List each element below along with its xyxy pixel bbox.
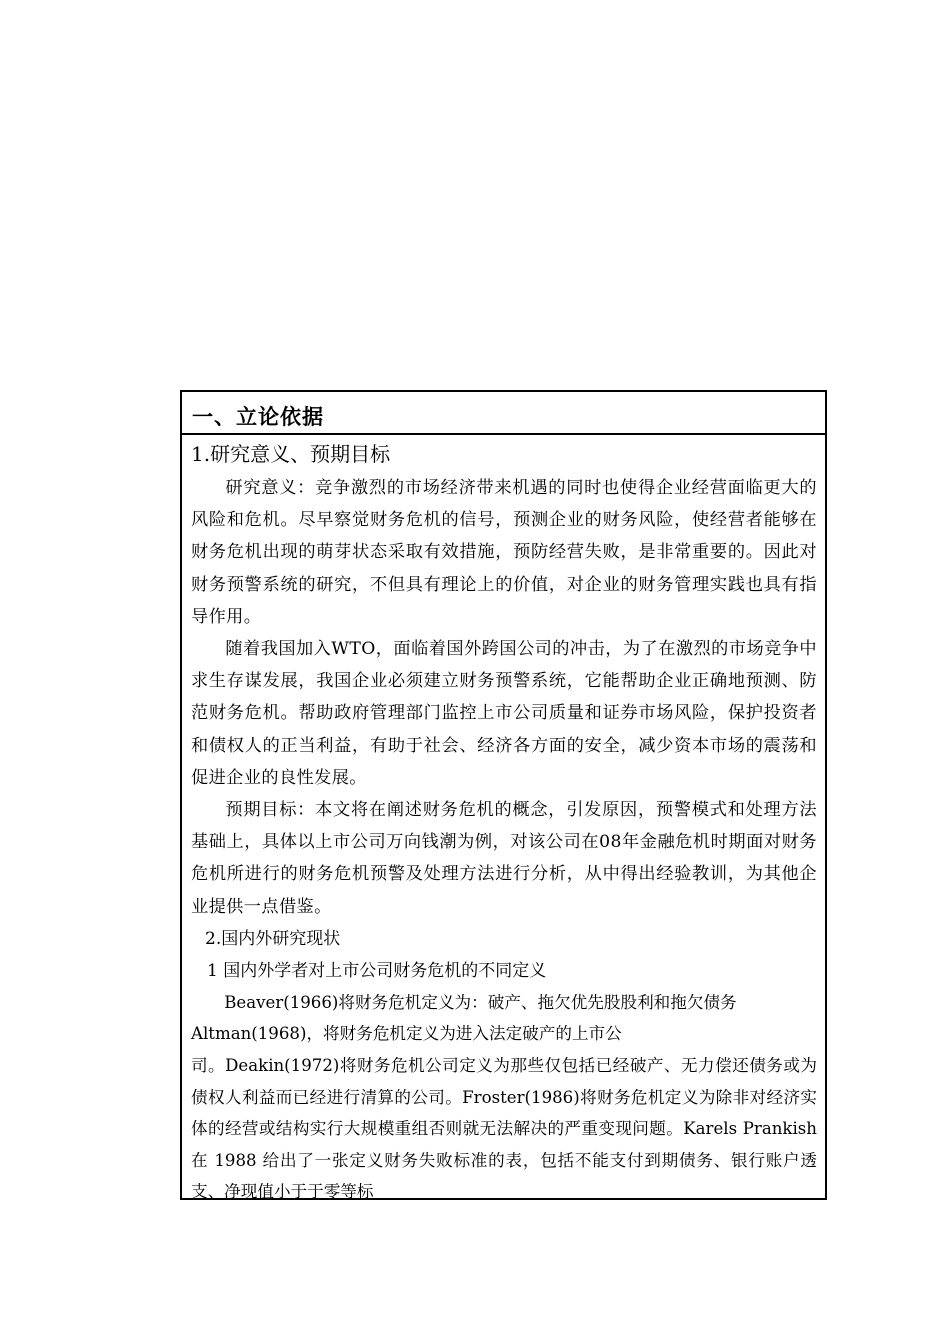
paragraph-significance: 研究意义：竞争激烈的市场经济带来机遇的同时也使得企业经营面临更大的风险和危机。尽早察觉财务危机的信号，预测企业的财务风险，使经营者能够在财务危机出现的萌芽状态采取有效措施，预防经营失败，是非常重要的。因此对财务预警系统的研究，不但具有理论上的价值，对企业的财务管理实践也具有指导作用。 xyxy=(191,478,817,627)
paragraph-wto: 随着我国加入WTO，面临着国外跨国公司的冲击，为了在激烈的市场竞争中求生存谋发展，我国企业必须建立财务预警系统，它能帮助企业正确地预测、防范财务危机。帮助政府管理部门监控上市公司质量和证券市场风险，保护投资者和债权人的正当利益，有助于社会、经济各方面的安全，减少资本市场的震荡和促进企业的良性发展。 xyxy=(191,639,817,788)
reference-line-beaver: Beaver(1966)将财务危机定义为：破产、拖欠优先股股利和拖欠债务 xyxy=(224,992,737,1012)
paragraph-goals: 预期目标：本文将在阐述财务危机的概念，引发原因，预警模式和处理方法基础上，具体以上市公司万向钱潮为例，对该公司在08年金融危机时期面对财务危机所进行的财务危机预警及处理方法进行分析，从中得出经验教训，为其他企业提供一点借鉴。 xyxy=(191,800,817,917)
subsection-title: 1.研究意义、预期目标 xyxy=(191,442,391,466)
section-header-row xyxy=(182,392,825,435)
section2-title: 2.国内外研究现状 xyxy=(205,928,341,949)
section-heading: 一、立论依据 xyxy=(192,405,324,429)
item1-title: 1 国内外学者对上市公司财务危机的不同定义 xyxy=(207,960,547,981)
content-cell xyxy=(182,435,825,1201)
reference-line-altman: Altman(1968)，将财务危机定义为进入法定破产的上市公 xyxy=(191,1024,622,1044)
reference-paragraph-definitions: 司。Deakin(1972)将财务危机公司定义为那些仅包括已经破产、无力偿还债务或为债权人利益而已经进行清算的公司。Froster(1986)将财务危机定义为除非对经济实体的经营或结构实行大规模重组否则就无法解决的严重变现问题。Karels Prankish 在 1988 给出了一张定义财务失败标准的表，包括不能支付到期债务、银行账户透支、净现值小于于零等标 xyxy=(191,1056,817,1201)
form-table xyxy=(180,390,827,1200)
